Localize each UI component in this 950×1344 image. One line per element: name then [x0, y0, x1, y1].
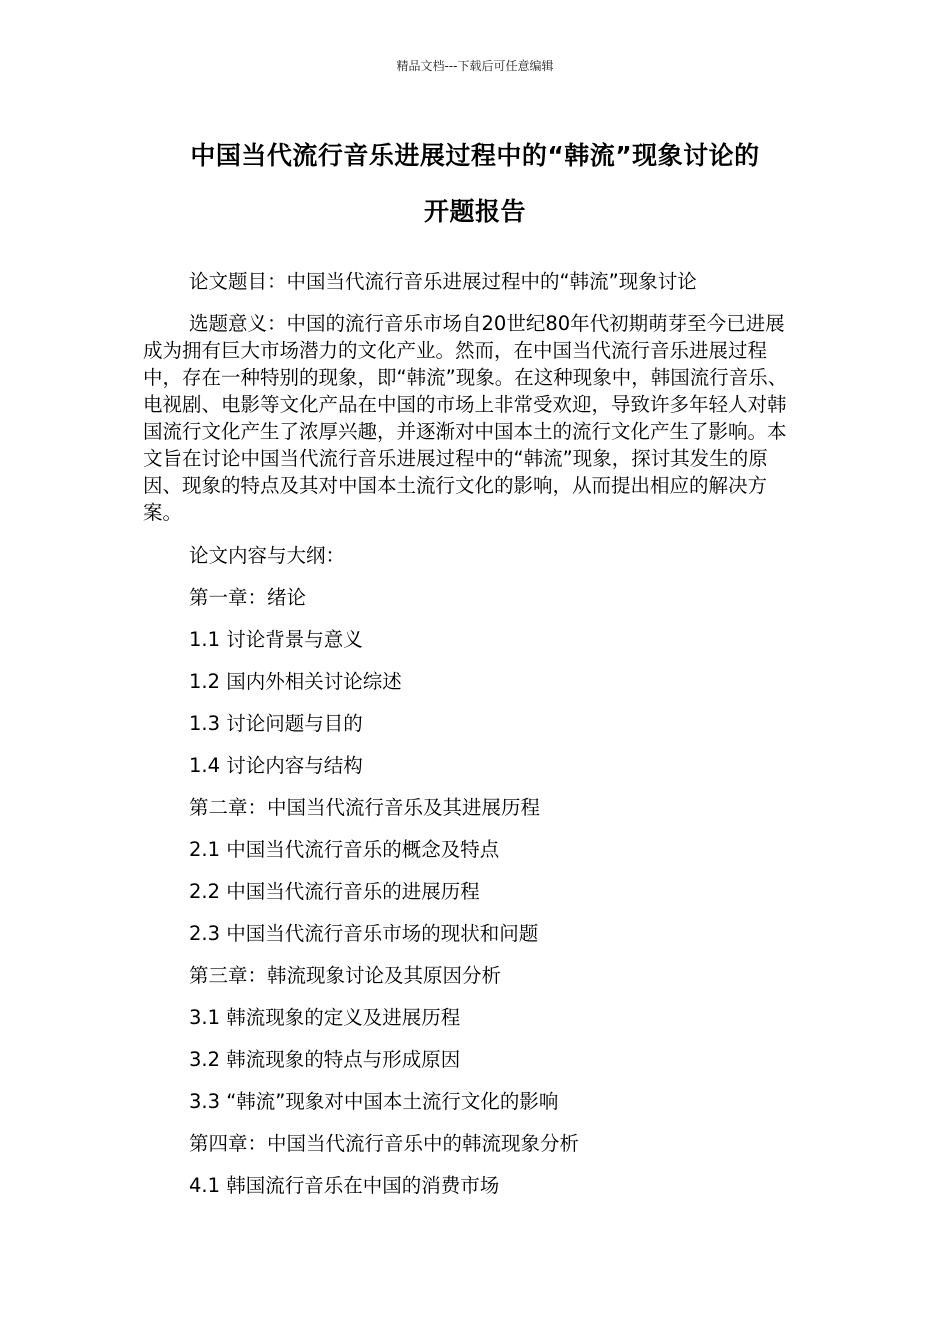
outline-item: 2.1 中国当代流行音乐的概念及特点 [189, 838, 500, 861]
outline-item: 第三章：韩流现象讨论及其原因分析 [189, 964, 502, 987]
outline-item: 3.3 “韩流”现象对中国本土流行文化的影响 [189, 1090, 559, 1113]
outline-heading: 论文内容与大纲： [189, 544, 346, 567]
outline-item: 2.3 中国当代流行音乐市场的现状和问题 [189, 922, 539, 945]
outline-item: 第四章：中国当代流行音乐中的韩流现象分析 [189, 1132, 580, 1155]
title-line-1: 中国当代流行音乐进展过程中的“韩流”现象讨论的 [190, 141, 760, 170]
outline-item: 1.2 国内外相关讨论综述 [189, 670, 402, 693]
outline-item: 1.3 讨论问题与目的 [189, 712, 363, 735]
outline-item: 3.1 韩流现象的定义及进展历程 [189, 1006, 461, 1029]
document-title [120, 128, 830, 240]
title-line-2: 开题报告 [423, 197, 526, 226]
header-note: 精品文档---下载后可任意编辑 [396, 59, 554, 73]
paragraph-significance: 选题意义：中国的流行音乐市场自20世纪80年代初期萌芽至今已进展成为拥有巨大市场潜力的文化产业。然而，在中国当代流行音乐进展过程中，存在一种特别的现象，即“韩流”现象。在这种现象中，韩国流行音乐、电视剧、电影等文化产品在中国的市场上非常受欢迎，导致许多年轻人对韩国流行文化产生了浓厚兴趣，并逐渐对中国本土的流行文化产生了影响。本文旨在讨论中国当代流行音乐进展过程中的“韩流”现象，探讨其发生的原因、现象的特点及其对中国本土流行文化的影响，从而提出相应的解决方案。 [143, 312, 788, 524]
outline-item: 第二章：中国当代流行音乐及其进展历程 [189, 796, 541, 819]
outline-item: 1.1 讨论背景与意义 [189, 628, 363, 651]
paragraph-topic: 论文题目：中国当代流行音乐进展过程中的“韩流”现象讨论 [189, 270, 697, 293]
outline-item: 1.4 讨论内容与结构 [189, 754, 363, 777]
outline-item: 3.2 韩流现象的特点与形成原因 [189, 1048, 461, 1071]
document-body [143, 268, 803, 1214]
outline-item: 4.1 韩国流行音乐在中国的消费市场 [189, 1174, 500, 1197]
outline-list [143, 542, 803, 1200]
outline-item: 2.2 中国当代流行音乐的进展历程 [189, 880, 480, 903]
outline-item: 第一章：绪论 [189, 586, 307, 609]
